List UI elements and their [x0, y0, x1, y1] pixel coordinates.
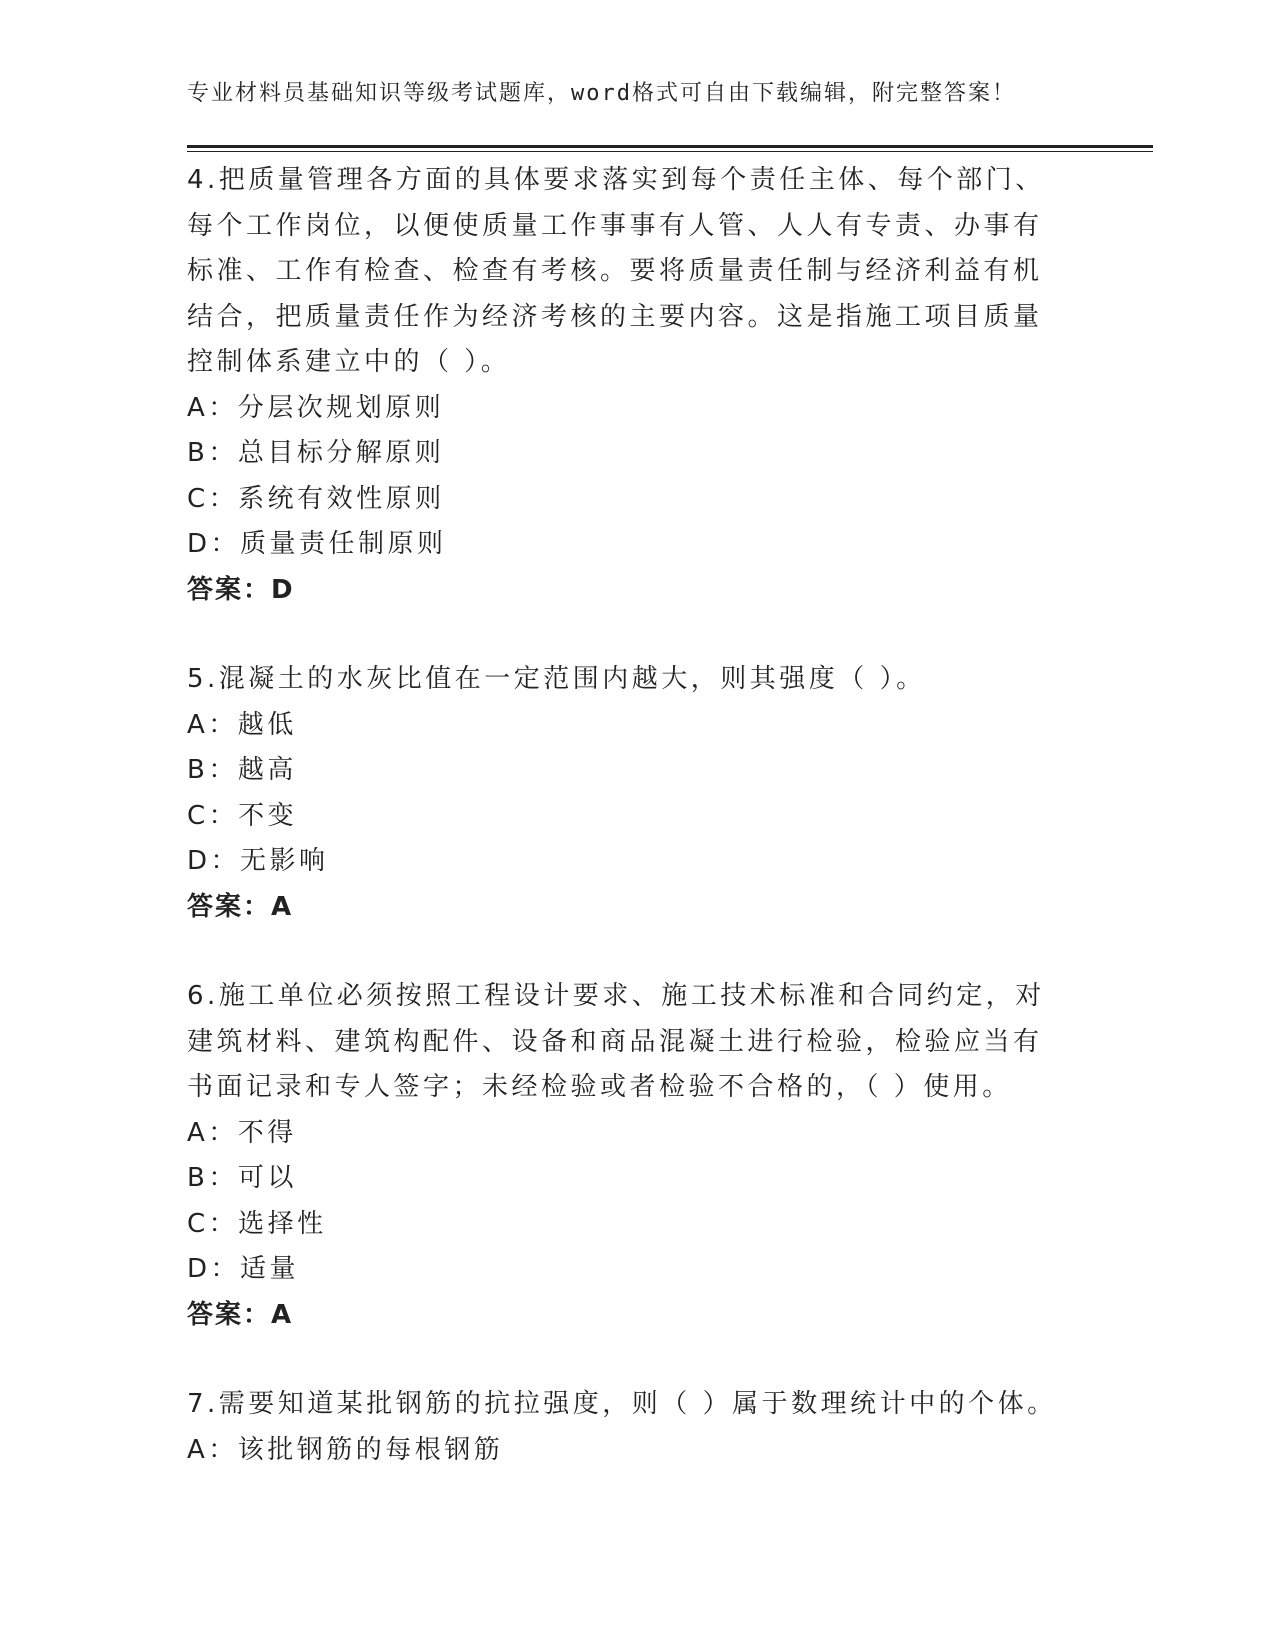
- question-7: [187, 1382, 1067, 1473]
- answer: 答案：D: [187, 574, 295, 605]
- option-a: A：越低: [187, 709, 297, 740]
- question-text: 7.需要知道某批钢筋的抗拉强度，则（ ）属于数理统计中的个体。: [187, 1389, 1057, 1419]
- option-b: B：总目标分解原则: [187, 438, 445, 468]
- option-b: B：越高: [187, 755, 297, 785]
- header-divider: [187, 145, 1153, 148]
- option-c: C：选择性: [187, 1208, 327, 1239]
- answer: 答案：A: [187, 1299, 294, 1330]
- question-4: [187, 158, 1067, 613]
- answer: 答案：A: [187, 891, 294, 922]
- question-text: 6.施工单位必须按照工程设计要求、施工技术标准和合同约定，对建筑材料、建筑构配件、设备和商品混凝土进行检验，检验应当有书面记录和专人签字；未经检验或者检验不合格的，（ ）使用。: [187, 981, 1045, 1102]
- option-d: D：无影响: [187, 846, 329, 876]
- option-a: A：分层次规划原则: [187, 392, 445, 423]
- question-6: [187, 974, 1067, 1338]
- option-c: C：不变: [187, 800, 298, 831]
- question-text: 5.混凝土的水灰比值在一定范围内越大，则其强度（ ）。: [187, 664, 926, 694]
- question-list: [187, 158, 1067, 1517]
- option-d: D：适量: [187, 1254, 300, 1284]
- option-a: A：不得: [187, 1117, 297, 1148]
- option-a: A：该批钢筋的每根钢筋: [187, 1434, 504, 1465]
- option-b: B：可以: [187, 1163, 297, 1193]
- question-5: [187, 657, 1067, 930]
- option-d: D：质量责任制原则: [187, 529, 447, 559]
- header-divider-thin: [187, 151, 1153, 152]
- question-text: 4.把质量管理各方面的具体要求落实到每个责任主体、每个部门、每个工作岗位，以便使质量工作事事有人管、人人有专责、办事有标准、工作有检查、检查有考核。要将质量责任制与经济利益有机结合，把质量责任作为经济考核的主要内容。这是指施工项目质量控制体系建立中的（ ）。: [187, 165, 1045, 377]
- header-title: 专业材料员基础知识等级考试题库，word格式可自由下载编辑，附完整答案！: [187, 81, 1016, 106]
- option-c: C：系统有效性原则: [187, 483, 445, 514]
